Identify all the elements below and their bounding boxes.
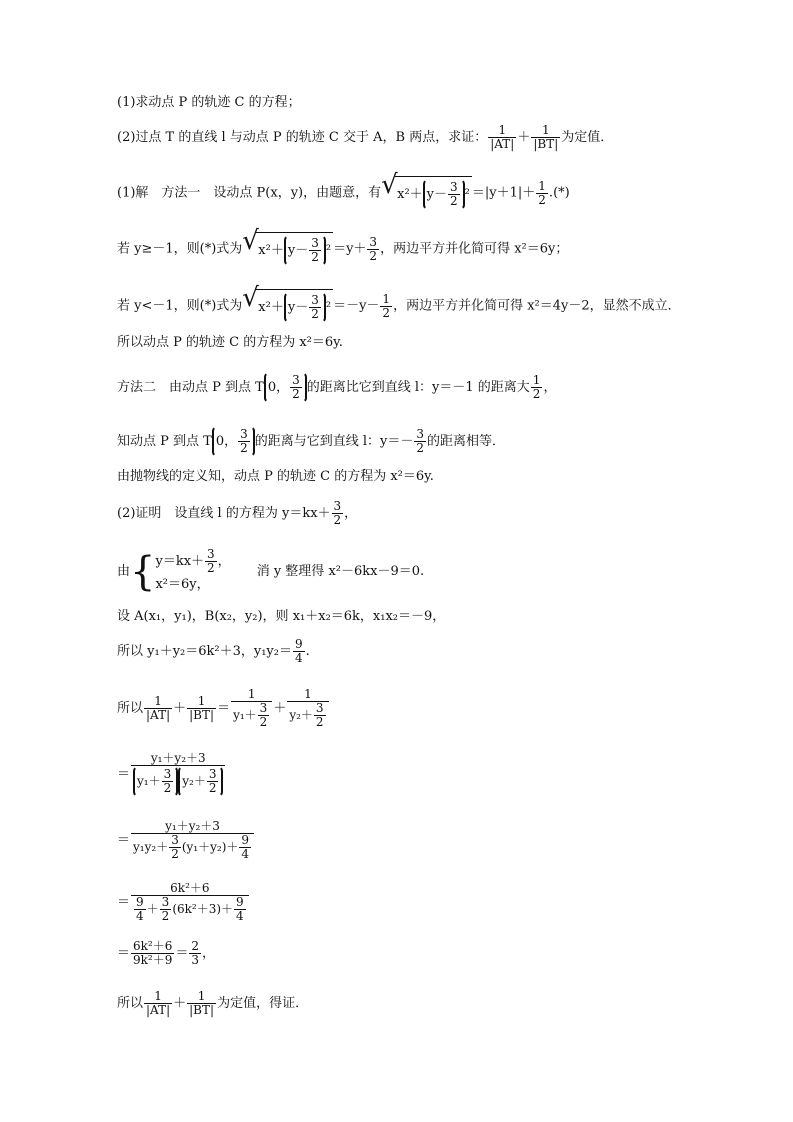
final-conclusion: 所以 $\frac{1}{|AT|}$ ＋ $\frac{1}{|BT|}$ 为定值，得证．	[117, 989, 309, 1017]
proof-line-equation: (2)证明 设直线 l 的方程为 y＝kx＋ $\frac{3}{2}$ ，	[117, 499, 358, 527]
set-points-AB: 设 A(x₁，y₁)，B(x₂，y₂)，则 x₁＋x₂＝6k，x₁x₂＝－9，	[117, 609, 446, 624]
system-of-equations: 由{ y＝kx＋ $\frac{3}{2}$ ， x²＝6y， 消 y 整理得 x²－6kx－9＝0.	[117, 547, 425, 595]
case-1: 若 y≥－1，则(*)式为√ x²＋ y－ $\frac{3}{2}$ ² ＝y＋ $\frac{3}{2}$ ，两边平方并化简可得 x²＝6y；	[117, 232, 568, 266]
step-1: 所以 $\frac{1}{|AT|}$ ＋ $\frac{1}{|BT|}$ ＝ 1 y₁＋ $\frac{3}{2}$ ＋ 1 y₂＋ $\frac{3}{2}$	[117, 688, 330, 729]
solution-1-method-1: (1)解 方法一 设动点 P(x，y)，由题意，有√ x²＋ y－ $\frac{3}{2}$ ² ＝|y＋1|＋ $\frac{1}{2}$ .(*)	[117, 176, 570, 210]
method-2-line-2: 知动点 P 到点 T 0， $\frac{3}{2}$ 的距离与它到直线 l：y＝－ $\frac{3}{2}$ 的距离相等．	[117, 427, 506, 455]
conclusion-1: 所以动点 P 的轨迹 C 的方程为 x²＝6y.	[117, 335, 343, 350]
step-5: ＝ $\frac{\text{6k²＋6}}{\text{9k²＋9}}$ ＝ $\frac{2}{3}$ ，	[117, 939, 216, 967]
case-2: 若 y<－1，则(*)式为√ x²＋ y－ $\frac{3}{2}$ ² ＝－y－ $\frac{1}{2}$ ，两边平方并化简可得 x²＝4y－2，显然不成立．	[117, 289, 681, 323]
parabola-definition: 由抛物线的定义知，动点 P 的轨迹 C 的方程为 x²＝6y.	[117, 469, 434, 484]
step-3: ＝ y₁＋y₂＋3 y₁y₂＋ $\frac{3}{2}$ (y₁＋y₂)＋ $\frac{9}{4}$	[117, 820, 255, 861]
step-4: ＝ 6k²＋6 $\frac{9}{4}$ ＋ $\frac{3}{2}$ (6k²＋3)＋ $\frac{9}{4}$	[117, 882, 250, 923]
question-2: (2)过点 T 的直线 l 与动点 P 的轨迹 C 交于 A，B 两点，求证： $\frac{1}{|AT|}$ ＋ $\frac{1}{|BT|}$ 为定值．	[117, 123, 614, 151]
question-1: (1)求动点 P 的轨迹 C 的方程；	[117, 95, 301, 110]
sum-and-product: 所以 y₁＋y₂＝6k²＋3，y₁y₂＝ $\frac{9}{4}$ .	[117, 637, 310, 665]
method-2-line-1: 方法二 由动点 P 到点 T 0， $\frac{3}{2}$ 的距离比它到直线 l：y＝－1 的距离大 $\frac{1}{2}$ ，	[117, 373, 557, 401]
step-2: ＝ y₁＋y₂＋3 y₁＋ $\frac{3}{2}$ y₂＋ $\frac{3}{2}$	[117, 752, 226, 797]
